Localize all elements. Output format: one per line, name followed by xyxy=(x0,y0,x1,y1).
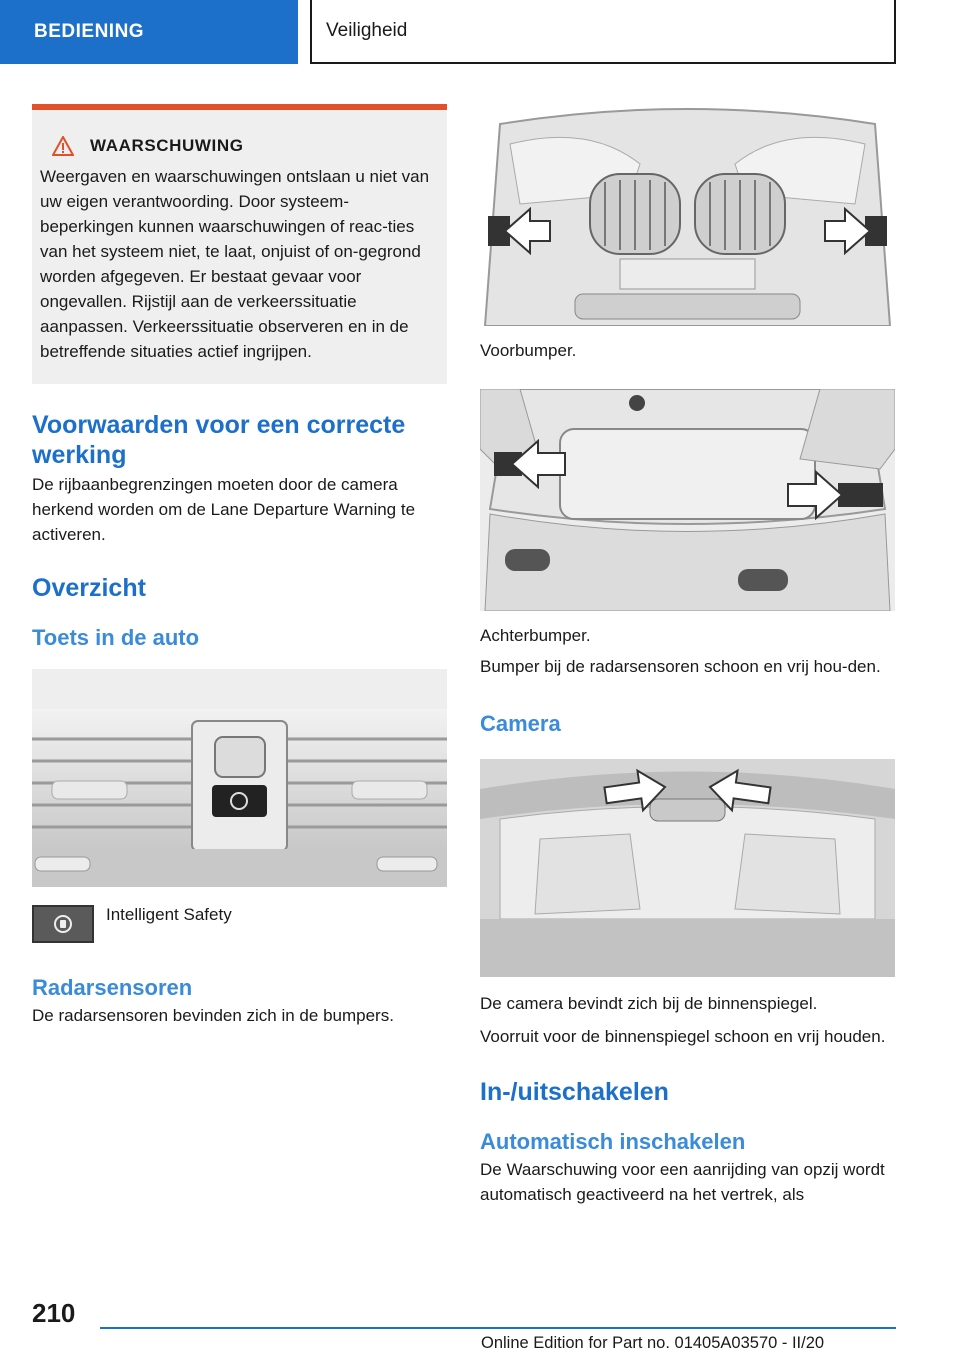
heading-camera: Camera xyxy=(480,711,561,736)
intelligent-safety-button-icon xyxy=(32,905,94,943)
front-bumper-illustration xyxy=(480,104,895,326)
warning-title: WAARSCHUWING xyxy=(90,136,244,155)
caption-front-bumper: Voorbumper. xyxy=(480,341,577,360)
right-column xyxy=(480,104,895,1207)
figure-front-bumper xyxy=(480,104,895,326)
figure-camera xyxy=(480,759,895,977)
paragraph-bumper: Bumper bij de radarsensoren schoon en vrij hou-den. xyxy=(480,657,881,676)
chapter-tab xyxy=(0,0,298,64)
figure-button-in-car xyxy=(32,669,447,887)
caption-rear-bumper: Achterbumper. xyxy=(480,626,591,645)
paragraph-camera-clean: Voorruit voor de binnenspiegel schoon en vrij houden. xyxy=(480,1027,886,1046)
warning-box xyxy=(32,104,447,384)
edition-info: Online Edition for Part no. 01405A03570 - II/20 xyxy=(481,1334,825,1352)
paragraph-conditions: De rijbaanbegrenzingen moeten door de camera herkend worden om de Lane Departure Warning te activeren. xyxy=(32,475,416,544)
heading-radar: Radarsensoren xyxy=(32,975,193,1000)
heading-conditions: Voorwaarden voor een correcte werking xyxy=(32,411,406,469)
paragraph-camera-location: De camera bevindt zich bij de binnenspiegel. xyxy=(480,994,818,1013)
warning-text: Weergaven en waarschuwingen ontslaan u niet van uw eigen verantwoording. Door systeem-beperkingen kunnen waarschuwingen of reac-ties van het systeem niet, te laat, onjuist of on-gegrond worden afgegeven. Er bestaat gevaar voor ongevallen. Rijstijl aan de verkeerssituatie aanpassen. Verkeerssituatie observeren en in de betreffende situaties actief ingrijpen. xyxy=(40,167,430,361)
paragraph-radar: De radarsensoren bevinden zich in de bumpers. xyxy=(32,1006,394,1025)
heading-on-off: In-/uitschakelen xyxy=(480,1078,669,1106)
button-label: Intelligent Safety xyxy=(106,905,232,924)
rear-bumper-illustration xyxy=(480,389,895,611)
warning-triangle-icon xyxy=(52,136,74,156)
footer-rule xyxy=(100,1327,896,1329)
left-column xyxy=(32,104,447,1028)
section-title: Veiligheid xyxy=(326,20,408,41)
button-legend xyxy=(32,905,447,943)
camera-illustration xyxy=(480,759,895,977)
paragraph-auto-on: De Waarschuwing voor een aanrijding van opzij wordt automatisch geactiveerd na het vertrek, als xyxy=(480,1160,885,1204)
heading-auto-on: Automatisch inschakelen xyxy=(480,1129,746,1154)
heading-button: Toets in de auto xyxy=(32,625,200,650)
section-header xyxy=(310,0,896,64)
figure-rear-bumper xyxy=(480,389,895,611)
chapter-title: BEDIENING xyxy=(34,21,145,42)
heading-overview: Overzicht xyxy=(32,574,146,602)
dashboard-illustration xyxy=(32,669,447,887)
page-number: 210 xyxy=(32,1298,76,1328)
